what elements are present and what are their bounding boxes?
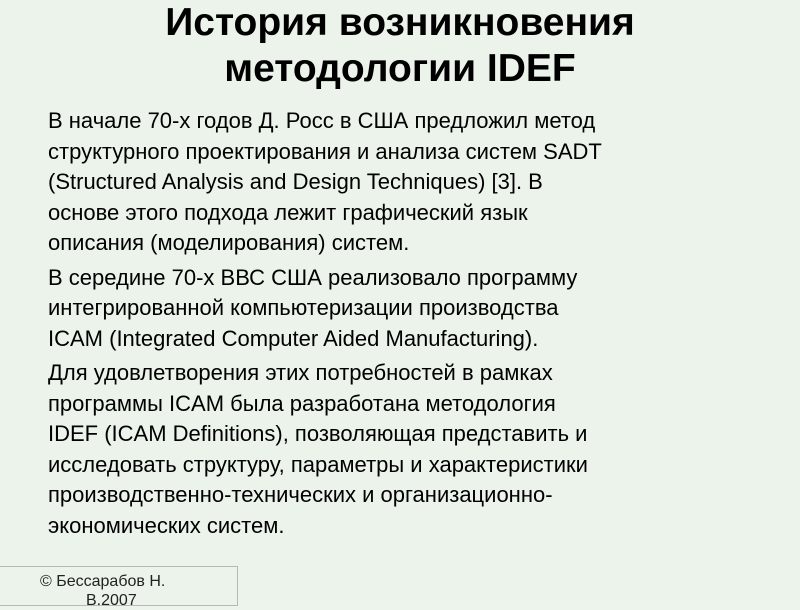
footer-line: © Бессарабов Н.	[40, 573, 166, 590]
paragraph-idef	[48, 358, 768, 541]
paragraph-line: производственно-технических и организационно-	[48, 482, 553, 507]
slide-title-line: методологии IDEF	[224, 47, 576, 90]
paragraph-sadt	[48, 106, 768, 259]
slide-body	[48, 106, 768, 545]
paragraph-line: основе этого подхода лежит графический язык	[48, 199, 528, 225]
paragraph-line: структурного проектирования и анализа систем SADT	[48, 138, 602, 164]
paragraph-line: В начале 70-х годов Д. Росс в США предложил метод	[48, 108, 596, 133]
paragraph-line: исследовать структуру, параметры и характеристики	[48, 451, 588, 477]
paragraph-line: ICAM (Integrated Computer Aided Manufacturing).	[48, 325, 539, 351]
slide-title	[0, 0, 800, 92]
paragraph-line: описания (моделирования) систем.	[48, 230, 410, 255]
paragraph-line: (Structured Analysis and Design Techniques) [3]. В	[48, 169, 543, 194]
footer-line: В.2007	[86, 592, 137, 609]
paragraph-icam	[48, 263, 768, 355]
footer-copyright	[40, 572, 165, 610]
paragraph-line: IDEF (ICAM Definitions), позволяющая представить и	[48, 421, 588, 446]
paragraph-line: В середине 70-х ВВС США реализовало программу	[48, 264, 578, 290]
paragraph-line: Для удовлетворения этих потребностей в рамках	[48, 360, 553, 385]
paragraph-line: экономических систем.	[48, 512, 285, 538]
slide-title-line: История возникновения	[165, 1, 635, 44]
paragraph-line: интегрированной компьютеризации производства	[48, 295, 559, 320]
paragraph-line: программы ICAM была разработана методология	[48, 390, 556, 416]
